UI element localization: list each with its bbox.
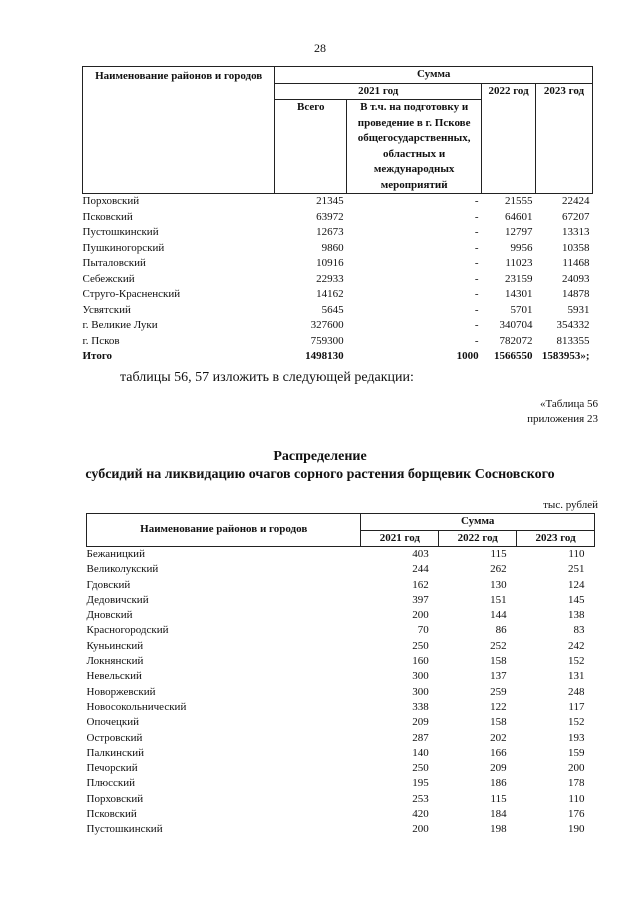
table-cell: 11023 bbox=[505, 257, 533, 269]
table-row bbox=[83, 272, 593, 288]
table-row bbox=[87, 822, 595, 837]
table-cell: Порховский bbox=[86, 792, 144, 805]
table-cell: 130 bbox=[490, 578, 507, 591]
col-header-total: Всего bbox=[275, 100, 347, 194]
table-cell: 5645 bbox=[321, 303, 344, 316]
table-row bbox=[87, 562, 595, 577]
table-cell: 195 bbox=[412, 777, 429, 790]
table-row bbox=[87, 578, 595, 593]
table-row bbox=[87, 608, 595, 623]
table-cell: - bbox=[474, 226, 479, 238]
table-cell: 86 bbox=[495, 624, 507, 637]
table-row bbox=[83, 210, 593, 226]
table-cell: 397 bbox=[412, 593, 429, 606]
table-cell: 1583953»; bbox=[541, 350, 590, 362]
table-cell: - bbox=[474, 272, 479, 285]
table-cell: - bbox=[474, 303, 479, 316]
table-cell: Островский bbox=[86, 731, 143, 744]
table-cell: 64601 bbox=[505, 210, 533, 223]
col-header-2023: 2023 год bbox=[536, 83, 593, 194]
table-cell: 22424 bbox=[562, 195, 590, 207]
col-header-district: Наименование районов и городов bbox=[83, 67, 275, 194]
table-cell: 14301 bbox=[505, 288, 533, 300]
table-row bbox=[83, 241, 593, 257]
total-row bbox=[83, 349, 593, 365]
table-cell: 14162 bbox=[316, 288, 344, 300]
table-cell: - bbox=[474, 257, 479, 269]
table-row bbox=[87, 669, 595, 684]
table-cell: 166 bbox=[490, 746, 507, 759]
table-cell: 67207 bbox=[562, 210, 590, 223]
table-cell: 209 bbox=[490, 762, 507, 775]
table-cell: 259 bbox=[490, 685, 507, 698]
table-cell: 110 bbox=[568, 792, 585, 805]
table-cell: 70 bbox=[417, 624, 429, 637]
table-cell: 21555 bbox=[505, 195, 533, 207]
table-cell: 242 bbox=[568, 639, 585, 652]
table-cell: Плюсский bbox=[86, 777, 136, 790]
table-cell: Новосокольнический bbox=[86, 700, 187, 713]
table-cell: Невельский bbox=[86, 670, 142, 683]
table-row bbox=[87, 807, 595, 822]
table-cell: 300 bbox=[412, 670, 429, 683]
table-cell: Дедовичский bbox=[86, 593, 149, 606]
section-heading bbox=[0, 448, 640, 484]
table-cell: 158 bbox=[490, 655, 507, 668]
table-cell: Опочецкий bbox=[86, 716, 139, 729]
table-cell: 200 bbox=[412, 823, 429, 836]
table-cell: 9956 bbox=[510, 241, 533, 254]
table-cell: 420 bbox=[412, 808, 429, 821]
table-row bbox=[87, 761, 595, 776]
table-cell: 200 bbox=[412, 609, 429, 622]
table-cell: 200 bbox=[568, 762, 585, 775]
table-cell: Печорский bbox=[86, 762, 138, 775]
table-cell: 1566550 bbox=[494, 350, 533, 362]
table-cell: 354332 bbox=[556, 319, 590, 331]
table-cell: - bbox=[474, 319, 479, 331]
table-cell: Пустошкинский bbox=[86, 823, 163, 836]
table-cell: 176 bbox=[568, 808, 585, 821]
table-cell: 23159 bbox=[505, 272, 533, 285]
table-cell: 403 bbox=[412, 548, 429, 560]
table-cell: 12797 bbox=[505, 226, 533, 238]
col-header-district: Наименование районов и городов bbox=[87, 514, 361, 547]
table-cell: Новоржевский bbox=[86, 685, 156, 698]
table-cell: Бежаницкий bbox=[86, 548, 145, 560]
table-row bbox=[87, 776, 595, 791]
table-row bbox=[87, 731, 595, 746]
table-cell: 198 bbox=[490, 823, 507, 836]
table-cell: 287 bbox=[412, 731, 429, 744]
col-header-2023: 2023 год bbox=[517, 530, 595, 547]
table-cell: Усвятский bbox=[82, 303, 131, 316]
col-header-2022: 2022 год bbox=[482, 83, 536, 194]
table-cell: Псковский bbox=[82, 210, 133, 223]
table-cell: - bbox=[474, 334, 479, 347]
table-cell: Локнянский bbox=[86, 655, 144, 668]
table-cell: г. Псков bbox=[82, 334, 120, 347]
table-row bbox=[87, 654, 595, 669]
table-cell: 145 bbox=[568, 593, 585, 606]
table-cell: Пустошкинский bbox=[82, 226, 159, 238]
subsidy-table-1 bbox=[82, 66, 593, 365]
table-cell: 10916 bbox=[316, 257, 344, 269]
table-cell: 1000 bbox=[456, 350, 479, 362]
table-cell: 63972 bbox=[316, 210, 344, 223]
col-header-sum: Сумма bbox=[361, 514, 595, 531]
table-reference bbox=[527, 397, 598, 427]
table-cell: 159 bbox=[568, 746, 585, 759]
table-row bbox=[87, 593, 595, 608]
col-header-2021: 2021 год bbox=[275, 83, 482, 100]
table-row bbox=[83, 287, 593, 303]
table-row bbox=[83, 225, 593, 241]
table-cell: 782072 bbox=[499, 334, 533, 347]
table-cell: 262 bbox=[490, 563, 507, 576]
table-cell: Палкинский bbox=[86, 746, 145, 759]
table-cell: г. Великие Луки bbox=[82, 319, 158, 331]
table-cell: 244 bbox=[412, 563, 429, 576]
table-row bbox=[87, 685, 595, 700]
table-row bbox=[87, 746, 595, 761]
table-row bbox=[83, 194, 593, 210]
table-cell: 9860 bbox=[321, 241, 344, 254]
table-cell: 186 bbox=[490, 777, 507, 790]
table-cell: 252 bbox=[490, 639, 507, 652]
table-cell: 21345 bbox=[316, 195, 344, 207]
table-cell: 178 bbox=[568, 777, 585, 790]
table-cell: 122 bbox=[490, 700, 507, 713]
table-cell: 144 bbox=[490, 609, 507, 622]
table-row bbox=[83, 303, 593, 319]
table-cell: 160 bbox=[412, 655, 429, 668]
table-cell: 152 bbox=[568, 655, 585, 668]
table-row bbox=[87, 623, 595, 638]
col-header-including: В т.ч. на подготовку и проведение в г. Пскове общегосударственных, областных и международных мероприятий bbox=[347, 100, 482, 194]
table-cell: Пушкиногорский bbox=[82, 241, 165, 254]
table-cell: 22933 bbox=[316, 272, 344, 285]
heading-line-1: Распределение bbox=[273, 449, 367, 464]
table-cell: Дновский bbox=[86, 609, 133, 622]
table-row bbox=[87, 715, 595, 730]
units-label: тыс. рублей bbox=[543, 499, 598, 511]
table-cell: 251 bbox=[568, 563, 585, 576]
table-cell: Себежский bbox=[82, 272, 135, 285]
heading-line-2: субсидий на ликвидацию очагов сорного растения борщевик Сосновского bbox=[85, 467, 555, 482]
table-cell: - bbox=[474, 288, 479, 300]
table-cell: Струго-Красненский bbox=[82, 288, 181, 300]
table-cell: 338 bbox=[412, 700, 429, 713]
table-cell: 248 bbox=[568, 685, 585, 698]
table-cell: 138 bbox=[568, 609, 585, 622]
table-cell: 151 bbox=[490, 593, 507, 606]
table-cell: 124 bbox=[568, 578, 585, 591]
table-cell: 137 bbox=[490, 670, 507, 683]
table-ref-appendix: приложения 23 bbox=[527, 413, 598, 425]
table-cell: 162 bbox=[412, 578, 429, 591]
table-cell: Гдовский bbox=[86, 578, 131, 591]
table-ref-number: «Таблица 56 bbox=[539, 398, 598, 410]
table-cell: 813355 bbox=[556, 334, 590, 347]
table-row bbox=[87, 639, 595, 654]
subsidy-table-2 bbox=[86, 513, 595, 838]
amendment-paragraph: таблицы 56, 57 изложить в следующей редакции: bbox=[120, 370, 414, 385]
table-row bbox=[83, 334, 593, 350]
table-cell: - bbox=[474, 195, 479, 207]
table-cell: 193 bbox=[568, 731, 585, 744]
table-cell: 152 bbox=[568, 716, 585, 729]
table-cell: Красногородский bbox=[86, 624, 169, 637]
table-cell: 110 bbox=[568, 548, 585, 560]
table-cell: 184 bbox=[490, 808, 507, 821]
table-cell: 190 bbox=[568, 823, 585, 836]
table-cell: - bbox=[474, 241, 479, 254]
table-cell: Великолукский bbox=[86, 563, 159, 576]
table-cell: Итого bbox=[82, 350, 113, 362]
table-cell: Пыталовский bbox=[82, 257, 146, 269]
table-cell: 250 bbox=[412, 639, 429, 652]
table-row bbox=[87, 700, 595, 715]
table-cell: 1498130 bbox=[305, 350, 344, 362]
table-cell: 24093 bbox=[562, 272, 590, 285]
table-cell: 117 bbox=[568, 700, 585, 713]
table-cell: 327600 bbox=[310, 319, 344, 331]
table-cell: 759300 bbox=[310, 334, 344, 347]
table-cell: 340704 bbox=[499, 319, 533, 331]
table-cell: 115 bbox=[490, 548, 507, 560]
col-header-2021: 2021 год bbox=[361, 530, 439, 547]
table-cell: 202 bbox=[490, 731, 507, 744]
table-cell: 10358 bbox=[562, 241, 590, 254]
table-cell: 253 bbox=[412, 792, 429, 805]
table-row bbox=[87, 792, 595, 807]
page-number: 28 bbox=[314, 41, 326, 55]
table-cell: Куньинский bbox=[86, 639, 144, 652]
col-header-sum: Сумма bbox=[275, 67, 593, 84]
table-cell: 158 bbox=[490, 716, 507, 729]
table-cell: 83 bbox=[573, 624, 585, 637]
table-row bbox=[83, 318, 593, 334]
table-cell: 250 bbox=[412, 762, 429, 775]
table-cell: 11468 bbox=[562, 257, 590, 269]
table-cell: 140 bbox=[412, 746, 429, 759]
table-cell: 5931 bbox=[567, 303, 590, 316]
table-cell: 115 bbox=[490, 792, 507, 805]
table-cell: 300 bbox=[412, 685, 429, 698]
table-cell: Порховский bbox=[82, 195, 140, 207]
table-cell: 209 bbox=[412, 716, 429, 729]
table-cell: 131 bbox=[568, 670, 585, 683]
table-cell: 5701 bbox=[510, 303, 533, 316]
table-cell: 12673 bbox=[316, 226, 344, 238]
table-row bbox=[87, 547, 595, 563]
table-cell: 14878 bbox=[562, 288, 590, 300]
table-cell: - bbox=[474, 210, 479, 223]
col-header-2022: 2022 год bbox=[439, 530, 517, 547]
table-row bbox=[83, 256, 593, 272]
table-cell: Псковский bbox=[86, 808, 137, 821]
table-cell: 13313 bbox=[562, 226, 590, 238]
